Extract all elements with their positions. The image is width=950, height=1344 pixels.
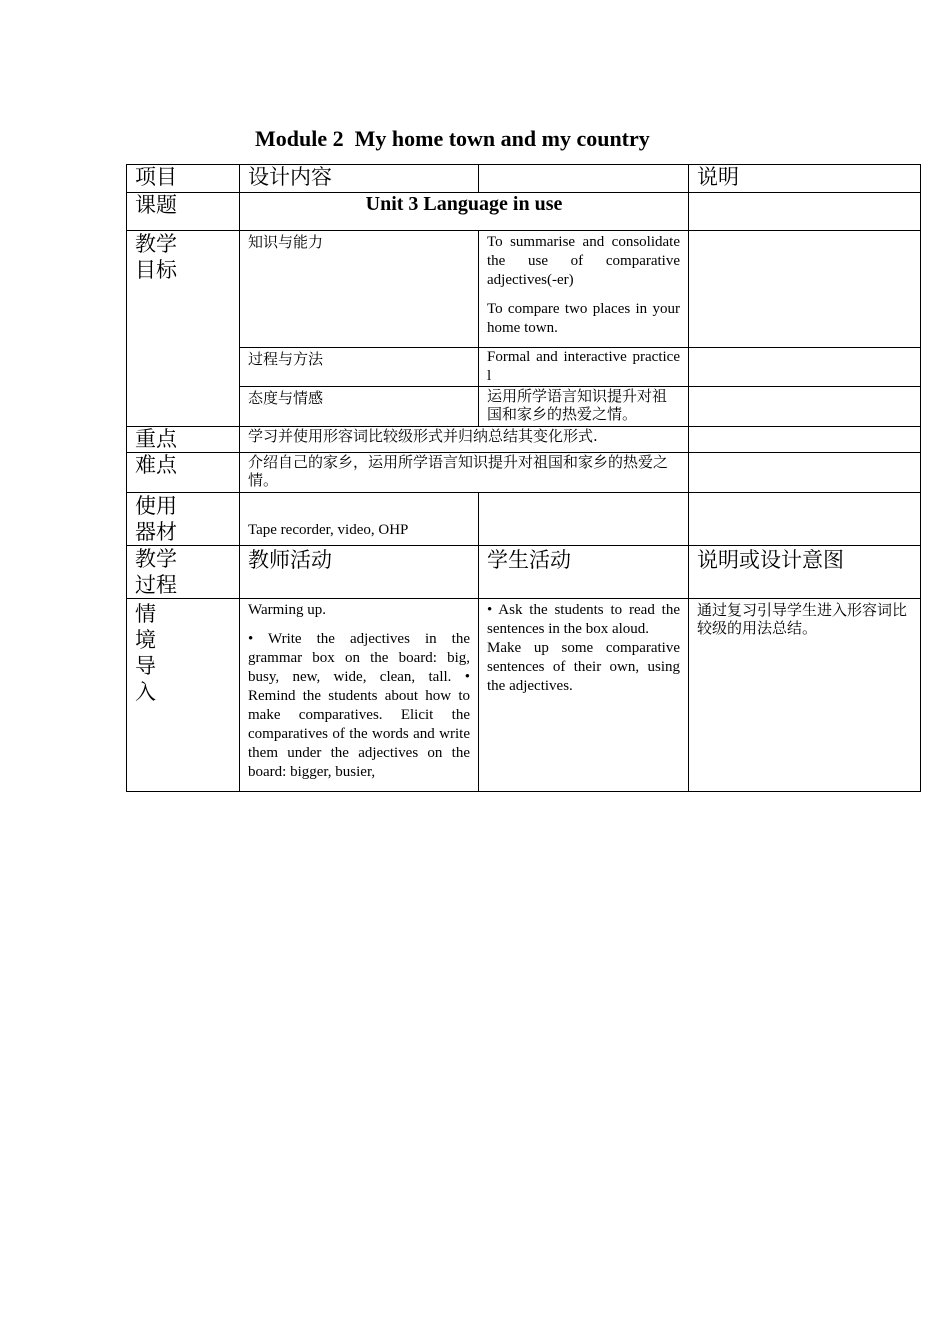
intro-student-p1: • Ask the students to read the sentences in the box aloud. [487, 602, 680, 637]
teacher-activity-header: 教师活动 [240, 546, 479, 599]
key-point-note [689, 427, 921, 453]
equipment-label [127, 493, 240, 546]
header-item: 项目 [127, 165, 240, 193]
design-intent-header: 说明或设计意图 [689, 546, 921, 599]
difficulty-row [127, 453, 921, 493]
key-point-row [127, 427, 921, 453]
knowledge-p2: To compare two places in your home town. [487, 301, 680, 336]
equipment-value: Tape recorder, video, OHP [240, 493, 479, 546]
objectives-label-line2: 目标 [135, 258, 177, 282]
process-header-label [127, 546, 240, 599]
difficulty-note [689, 453, 921, 493]
intro-label [127, 599, 240, 792]
process-header-line2: 过程 [135, 573, 177, 597]
topic-value: Unit 3 Language in use [240, 193, 689, 231]
intro-label-char-1: 情 [135, 602, 156, 626]
key-point-label: 重点 [127, 427, 240, 453]
header-row [127, 165, 921, 193]
header-blank [479, 165, 689, 193]
knowledge-p1: To summarise and consolidate the use of comparative adjectives(-er) [487, 234, 680, 288]
equipment-label-line2: 器材 [135, 520, 177, 544]
objectives-label-line1: 教学 [135, 232, 177, 256]
attitude-value: 运用所学语言知识提升对祖国和家乡的热爱之情。 [479, 387, 689, 427]
process-header-line1: 教学 [135, 547, 177, 571]
topic-row [127, 193, 921, 231]
intro-design-note: 通过复习引导学生进入形容词比较级的用法总结。 [689, 599, 921, 792]
objectives-process-row [127, 348, 921, 387]
intro-teacher-p1: Warming up. [248, 602, 326, 618]
student-activity-header: 学生活动 [479, 546, 689, 599]
intro-label-char-4: 入 [135, 680, 156, 704]
process-header-row [127, 546, 921, 599]
intro-teacher-p2: • Write the adjectives in the grammar box on the board: big, busy, new, wide, clean, tall. • Remind the students about how to make comparatives. Elicit the comparatives of the words and write them under the adjectives on the board: bigger, busier, [248, 631, 470, 780]
page-title: Module 2 My home town and my country [255, 126, 650, 151]
attitude-label: 态度与情感 [240, 387, 479, 427]
knowledge-label: 知识与能力 [240, 231, 479, 348]
process-note [689, 348, 921, 387]
intro-student-p2: Make up some comparative sentences of their own, using the adjectives. [487, 640, 680, 694]
knowledge-note [689, 231, 921, 348]
objectives-knowledge-row [127, 231, 921, 348]
objectives-label [127, 231, 240, 427]
attitude-note [689, 387, 921, 427]
topic-note [689, 193, 921, 231]
header-content: 设计内容 [240, 165, 479, 193]
process-value: Formal and interactive practice l [479, 348, 689, 387]
lesson-plan-table [126, 164, 921, 792]
topic-label: 课题 [127, 193, 240, 231]
intro-student-activity [479, 599, 689, 792]
header-note: 说明 [689, 165, 921, 193]
difficulty-label: 难点 [127, 453, 240, 493]
objectives-attitude-row [127, 387, 921, 427]
equipment-label-line1: 使用 [135, 494, 177, 518]
intro-label-char-3: 导 [135, 654, 156, 678]
intro-row [127, 599, 921, 792]
equipment-blank [479, 493, 689, 546]
knowledge-content [479, 231, 689, 348]
process-label: 过程与方法 [240, 348, 479, 387]
intro-label-char-2: 境 [135, 628, 156, 652]
key-point-value: 学习并使用形容词比较级形式并归纳总结其变化形式. [240, 427, 689, 453]
difficulty-value: 介绍自己的家乡，运用所学语言知识提升对祖国和家乡的热爱之情。 [240, 453, 689, 493]
equipment-note [689, 493, 921, 546]
intro-teacher-activity [240, 599, 479, 792]
equipment-row [127, 493, 921, 546]
